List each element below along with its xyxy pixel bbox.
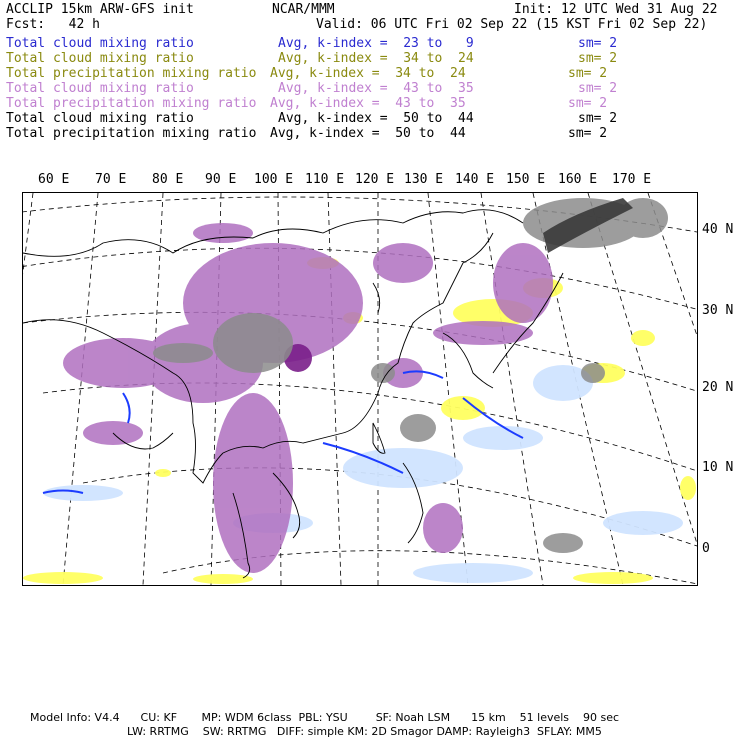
lon-label: 90 E: [205, 172, 237, 187]
lon-label: 130 E: [404, 172, 444, 187]
lon-label: 120 E: [355, 172, 395, 187]
model-info-line1: Model Info: V4.4 CU: KF MP: WDM 6class PBL: YSU SF: Noah LSM 15 km 51 levels 90 sec: [30, 711, 620, 724]
field-avg: Avg, k-index = 50 to 44: [278, 111, 474, 126]
model-info-line2: LW: RRTMG SW: RRTMG DIFF: simple KM: 2D Smagor DAMP: Rayleigh3 SFLAY: MM5: [127, 725, 602, 738]
center-label: NCAR/MMM: [272, 2, 335, 17]
field-name: Total cloud mixing ratio: [6, 111, 194, 126]
lat-label: 20 N: [702, 380, 734, 395]
map-panel: [22, 192, 698, 586]
valid-time: Valid: 06 UTC Fri 02 Sep 22 (15 KST Fri 02 Sep 22): [316, 17, 708, 32]
lon-label: 60 E: [38, 172, 70, 187]
field-avg: Avg, k-index = 23 to 9: [278, 36, 474, 51]
field-avg: Avg, k-index = 43 to 35: [270, 96, 466, 111]
field-name: Total cloud mixing ratio: [6, 51, 194, 66]
field-avg: Avg, k-index = 43 to 35: [278, 81, 474, 96]
lon-label: 160 E: [558, 172, 598, 187]
model-title: ACCLIP 15km ARW-GFS init: [6, 2, 194, 17]
cloud-fields: [23, 198, 696, 584]
lon-label: 110 E: [305, 172, 345, 187]
field-name: Total cloud mixing ratio: [6, 81, 194, 96]
graticule: [23, 193, 697, 585]
lon-label: 150 E: [506, 172, 546, 187]
lat-label: 40 N: [702, 222, 734, 237]
field-sm: sm= 2: [578, 51, 618, 66]
lon-label: 80 E: [152, 172, 184, 187]
field-avg: Avg, k-index = 34 to 24: [278, 51, 474, 66]
lat-label: 10 N: [702, 460, 734, 475]
field-name: Total precipitation mixing ratio: [6, 126, 257, 141]
forecast-map: [23, 193, 697, 585]
field-sm: sm= 2: [578, 111, 618, 126]
lat-label: 0: [702, 541, 710, 556]
field-sm: sm= 2: [568, 66, 608, 81]
forecast-hour: Fcst: 42 h: [6, 17, 100, 32]
lon-label: 70 E: [95, 172, 127, 187]
field-name: Total precipitation mixing ratio: [6, 66, 257, 81]
init-time: Init: 12 UTC Wed 31 Aug 22: [514, 2, 718, 17]
lon-label: 170 E: [612, 172, 652, 187]
field-avg: Avg, k-index = 34 to 24: [270, 66, 466, 81]
field-sm: sm= 2: [578, 36, 618, 51]
field-name: Total cloud mixing ratio: [6, 36, 194, 51]
field-avg: Avg, k-index = 50 to 44: [270, 126, 466, 141]
field-sm: sm= 2: [568, 126, 608, 141]
field-sm: sm= 2: [568, 96, 608, 111]
lat-label: 30 N: [702, 303, 734, 318]
field-name: Total precipitation mixing ratio: [6, 96, 257, 111]
field-sm: sm= 2: [578, 81, 618, 96]
lon-label: 100 E: [254, 172, 294, 187]
lon-label: 140 E: [455, 172, 495, 187]
